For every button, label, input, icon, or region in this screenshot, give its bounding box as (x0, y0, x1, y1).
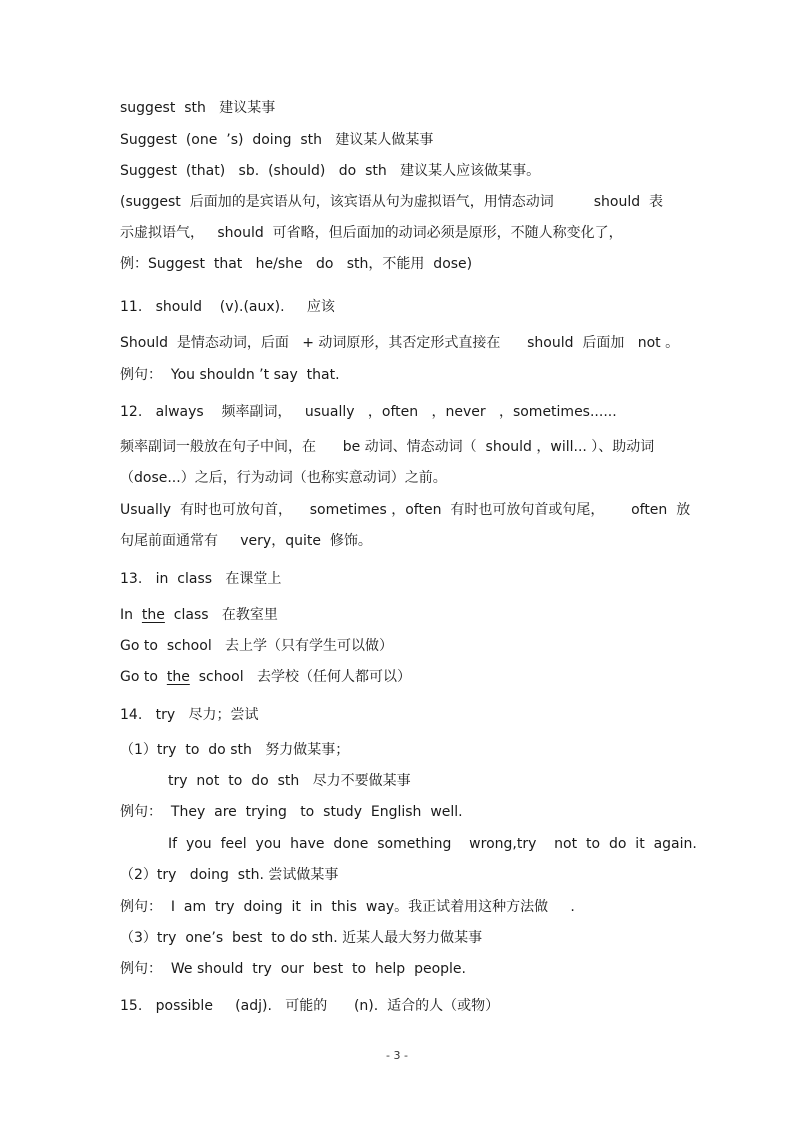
text-line-suggest-note-1: (suggest 后面加的是宾语从句，该宾语从句为虚拟语气，用情态动词 should 表 (120, 194, 664, 210)
text-line-try-example-1: 例句： They are trying to study English well. (120, 804, 463, 820)
section-heading-should: 11. should (v).(aux). 应该 (120, 299, 335, 315)
text-line-go-to-school: Go to school 去上学（只有学生可以做） (120, 638, 394, 654)
text-line-try-best: （3）try one’s best to do sth. 近某人最大努力做某事 (120, 930, 483, 946)
section-heading-try: 14. try 尽力；尝试 (120, 707, 259, 723)
text-line-try-to-do: （1）try to do sth 努力做某事； (120, 742, 350, 758)
text-line-try-best-example: 例句： We should try our best to help people. (120, 961, 467, 977)
text-line-suggest-one-doing: Suggest (one ’s) doing sth 建议某人做某事 (120, 132, 434, 148)
text-line-try-doing: （2）try doing sth. 尝试做某事 (120, 867, 339, 883)
underlined-the: the (166, 669, 190, 685)
text-line-frequency-1: 频率副词一般放在句子中间，在 be 动词、情态动词（ should ，will... ）、助动词 (120, 439, 655, 455)
text-line-usually-2: 句尾前面通常有 very，quite 修饰。 (120, 533, 372, 549)
text-line-suggest-sth: suggest sth 建议某事 (120, 100, 276, 116)
text-line-frequency-2: （dose...）之后，行为动词（也称实意动词）之前。 (120, 470, 447, 486)
text-line-try-doing-example: 例句： I am try doing it in this way。我正试着用这种方法做 . (120, 899, 575, 915)
text-line-in-the-class: In the class 在教室里 (120, 607, 278, 623)
section-heading-in-class: 13. in class 在课堂上 (120, 571, 282, 587)
page-number: - 3 - (386, 1049, 408, 1062)
text-line-try-example-2: If you feel you have done something wrong,try not to do it again. (168, 836, 697, 852)
text-line-suggest-note-2: 示虚拟语气， should 可省略，但后面加的动词必须是原形，不随人称变化了， (120, 225, 623, 241)
section-heading-always: 12. always 频率副词， usually ，often ，never ，sometimes...... (120, 404, 617, 420)
section-heading-possible: 15. possible (adj). 可能的 (n). 适合的人（或物） (120, 998, 500, 1014)
text-line-usually-1: Usually 有时也可放句首， sometimes ，often 有时也可放句首或句尾， often 放 (120, 502, 691, 518)
text-line-go-to-the-school: Go to the school 去学校（任何人都可以） (120, 669, 411, 685)
text-line-try-not-to: try not to do sth 尽力不要做某事 (168, 773, 411, 789)
text-line-suggest-example: 例：Suggest that he/she do sth，不能用 dose) (120, 256, 473, 272)
underlined-the: the (141, 607, 165, 623)
text-line-should-example: 例句： You shouldn ’t say that. (120, 367, 340, 383)
text-line-suggest-that: Suggest (that) sb. (should) do sth 建议某人应该做某事。 (120, 163, 541, 179)
text-line-should-desc: Should 是情态动词，后面 + 动词原形，其否定形式直接在 should 后面加 not 。 (120, 335, 680, 351)
